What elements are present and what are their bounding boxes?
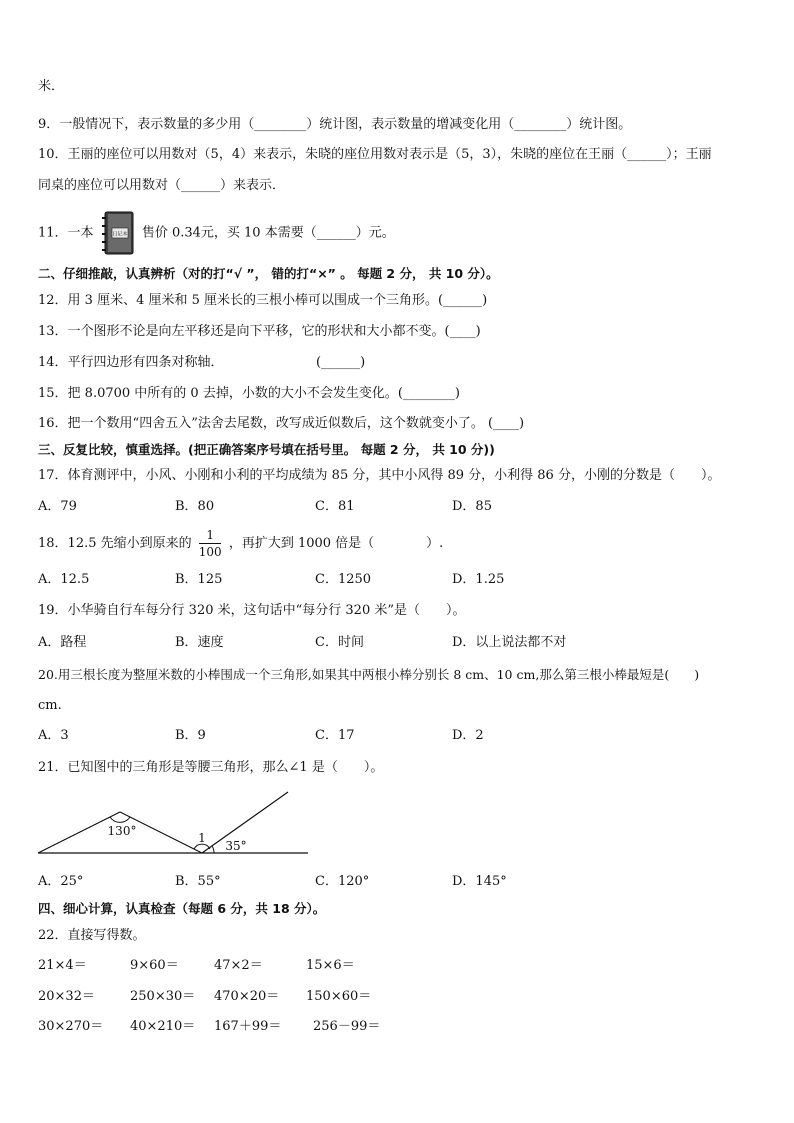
q21-option-d[interactable]: D．145°: [452, 874, 507, 889]
q21-option-b[interactable]: B．55°: [175, 874, 221, 889]
q19-option-b[interactable]: B．速度: [175, 635, 224, 650]
fraction-one-hundredth: [199, 527, 222, 560]
question-13: 13．一个图形不论是向左平移还是向下平移，它的形状和大小都不变。(____): [38, 324, 481, 339]
angle-35-arc: [212, 846, 214, 853]
notebook-label: 日记本: [112, 231, 128, 238]
q17-option-d[interactable]: D．85: [452, 499, 492, 514]
calc-item: 150×60＝: [306, 989, 372, 1004]
calc-item: 30×270＝: [38, 1019, 104, 1034]
calc-item: 15×6＝: [306, 958, 355, 973]
angle-1-label: 1: [198, 831, 206, 845]
q18-option-d[interactable]: D．1.25: [452, 572, 505, 587]
question-12: 12．用 3 厘米、4 厘米和 5 厘米长的三根小棒可以围成一个三角形。(______): [38, 293, 488, 308]
calc-item: 250×30＝: [130, 989, 196, 1004]
question-14: 14．平行四边形有四条对称轴．: [38, 355, 224, 370]
question-18-suffix: ，再扩大到 1000 倍是（ ）.: [228, 536, 444, 551]
calc-item: 47×2＝: [214, 958, 263, 973]
q21-option-a[interactable]: A．25°: [38, 874, 84, 889]
question-10-line1: 10．王丽的座位可以用数对（5，4）来表示，朱晓的座位用数对表示是（5，3），朱晓的座位在王丽（______）；王丽: [38, 147, 712, 162]
q21-option-c[interactable]: C．120°: [315, 874, 370, 889]
question-20-line2: cm.: [38, 698, 62, 713]
question-17: 17．体育测评中，小风、小刚和小利的平均成绩为 85 分，其中小风得 89 分，小利得 86 分，小刚的分数是（ ）。: [38, 468, 721, 483]
question-14-blank: (______): [316, 355, 366, 370]
question-11: [38, 210, 395, 257]
top-angle-arc: [110, 817, 130, 822]
notebook-icon: [100, 210, 136, 256]
question-19: 19．小华骑自行车每分行 320 米，这句话中“每分行 320 米”是（ ）。: [38, 603, 466, 618]
q19-option-a[interactable]: A．路程: [38, 635, 87, 650]
fraction-numerator: 1: [206, 528, 215, 542]
question-20-line1: 20.用三根长度为整厘米数的小棒围成一个三角形,如果其中两根小棒分别长 8 cm、10 cm,那么第三根小棒最短是( ): [38, 667, 700, 682]
q20-option-a[interactable]: A．3: [38, 728, 69, 743]
q20-option-b[interactable]: B．9: [175, 728, 206, 743]
q17-option-b[interactable]: B．80: [175, 499, 215, 514]
q20-option-c[interactable]: C．17: [315, 728, 355, 743]
isosceles-triangle-figure: [36, 788, 312, 860]
question-21: 21．已知图中的三角形是等腰三角形，那么∠1 是（ ）。: [38, 760, 384, 775]
angle-top-label: 130°: [107, 824, 137, 838]
q19-option-d[interactable]: D．以上说法都不对: [452, 635, 567, 650]
calc-item: 20×32＝: [38, 989, 95, 1004]
q18-option-a[interactable]: A．12.5: [38, 572, 90, 587]
question-11-prefix: 11．一本: [38, 225, 94, 241]
q18-option-b[interactable]: B．125: [175, 572, 223, 587]
calc-item: 21×4＝: [38, 958, 87, 973]
angle-right-label: 35°: [225, 839, 247, 853]
calc-item: 470×20＝: [214, 989, 280, 1004]
calc-item: 167＋99＝: [214, 1019, 282, 1034]
question-9: 9．一般情况下，表示数量的多少用（________）统计图，表示数量的增减变化用（________）统计图。: [38, 117, 632, 132]
section-3-heading: 三、反复比较，慎重选择。(把正确答案序号填在括号里。 每题 2 分， 共 10 分)): [38, 442, 495, 457]
section-4-heading: 四、细心计算，认真检查（每题 6 分，共 18 分）。: [38, 901, 326, 916]
calc-item: 40×210＝: [130, 1019, 196, 1034]
fraction-denominator: 100: [198, 545, 222, 559]
q17-option-c[interactable]: C．81: [315, 499, 355, 514]
calc-item: 256－99＝: [313, 1019, 381, 1034]
section-2-heading: 二、仔细推敲，认真辨析（对的打“√ ”， 错的打“×” 。 每题 2 分， 共 10 分）。: [38, 266, 499, 281]
q19-option-c[interactable]: C．时间: [315, 635, 364, 650]
q18-option-c[interactable]: C．1250: [315, 572, 372, 587]
question-18: [38, 524, 443, 564]
question-11-suffix: 售价 0.34元，买 10 本需要（______）元。: [141, 225, 395, 241]
question-22: 22．直接写得数。: [38, 928, 146, 943]
question-16: 16．把一个数用“四舍五入”法舍去尾数，改写成近似数后，这个数就变小了。 (____): [38, 416, 525, 431]
question-15: 15．把 8.0700 中所有的 0 去掉，小数的大小不会发生变化。(________): [38, 386, 460, 401]
q17-option-a[interactable]: A．79: [38, 499, 77, 514]
question-18-prefix: 18．12.5 先缩小到原来的: [38, 536, 192, 551]
question-10-line2: 同桌的座位可以用数对（______）来表示．: [38, 178, 286, 193]
calc-item: 9×60＝: [130, 958, 179, 973]
continued-text: 米．: [38, 79, 65, 94]
q20-option-d[interactable]: D．2: [452, 728, 484, 743]
